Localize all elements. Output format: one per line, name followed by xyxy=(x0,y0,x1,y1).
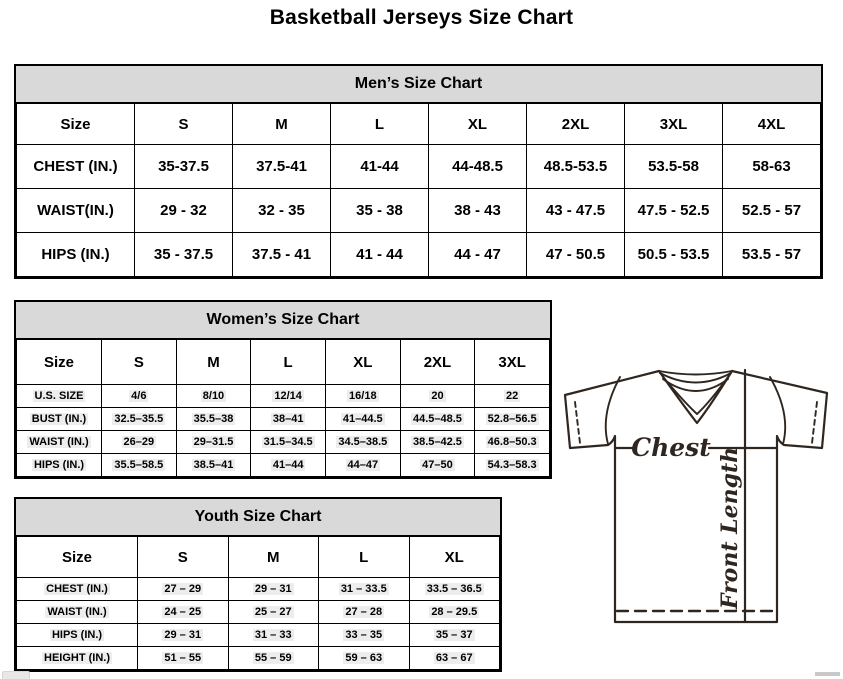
size-value-cell: 35 – 37 xyxy=(409,624,500,647)
size-value-cell: 38–41 xyxy=(251,408,326,431)
column-header: Size xyxy=(17,340,102,385)
size-value-cell: 29 – 31 xyxy=(138,624,229,647)
size-value-cell: 44–47 xyxy=(325,454,400,477)
size-value-cell: 25 – 27 xyxy=(228,601,319,624)
size-value-cell: 8/10 xyxy=(176,385,251,408)
size-value-cell: 52.5 - 57 xyxy=(723,189,821,233)
row-label-cell: HEIGHT (IN.) xyxy=(17,647,138,670)
column-header: XL xyxy=(429,104,527,145)
mens-size-chart-title: Men’s Size Chart xyxy=(16,66,821,103)
size-value-cell: 26–29 xyxy=(102,431,177,454)
column-header-row xyxy=(17,104,821,145)
womens-size-chart xyxy=(14,300,552,479)
column-header: M xyxy=(233,104,331,145)
size-value-cell: 44.5–48.5 xyxy=(400,408,475,431)
column-header: S xyxy=(138,537,229,578)
jersey-collar-opening xyxy=(659,371,732,375)
column-header: 3XL xyxy=(625,104,723,145)
jersey-right-cuff-dashes xyxy=(812,402,817,443)
size-value-cell: 4/6 xyxy=(102,385,177,408)
row-label-cell: CHEST (IN.) xyxy=(17,578,138,601)
size-value-cell: 22 xyxy=(475,385,550,408)
size-value-cell: 54.3–58.3 xyxy=(475,454,550,477)
table-row xyxy=(17,454,550,477)
size-value-cell: 50.5 - 53.5 xyxy=(625,233,723,277)
size-value-cell: 12/14 xyxy=(251,385,326,408)
size-value-cell: 34.5–38.5 xyxy=(325,431,400,454)
size-value-cell: 41–44.5 xyxy=(325,408,400,431)
table-row xyxy=(17,601,500,624)
column-header: XL xyxy=(409,537,500,578)
size-value-cell: 52.8–56.5 xyxy=(475,408,550,431)
jersey-left-armhole-seam xyxy=(606,377,620,444)
youth-size-chart-title: Youth Size Chart xyxy=(16,499,500,536)
row-label-cell: BUST (IN.) xyxy=(17,408,102,431)
table-row xyxy=(17,189,821,233)
table-row xyxy=(17,624,500,647)
mens-size-table xyxy=(16,103,821,277)
size-value-cell: 44 - 47 xyxy=(429,233,527,277)
jersey-vneck-outer xyxy=(659,371,732,423)
size-value-cell: 37.5-41 xyxy=(233,145,331,189)
youth-size-table xyxy=(16,536,500,670)
size-value-cell: 41 - 44 xyxy=(331,233,429,277)
size-value-cell: 16/18 xyxy=(325,385,400,408)
column-header: L xyxy=(319,537,410,578)
size-value-cell: 35 - 37.5 xyxy=(135,233,233,277)
size-value-cell: 28 – 29.5 xyxy=(409,601,500,624)
size-value-cell: 35.5–58.5 xyxy=(102,454,177,477)
column-header: L xyxy=(251,340,326,385)
size-value-cell: 20 xyxy=(400,385,475,408)
size-value-cell: 41-44 xyxy=(331,145,429,189)
table-row xyxy=(17,145,821,189)
size-value-cell: 33.5 – 36.5 xyxy=(409,578,500,601)
size-value-cell: 37.5 - 41 xyxy=(233,233,331,277)
table-row xyxy=(17,647,500,670)
youth-size-chart xyxy=(14,497,502,672)
size-value-cell: 43 - 47.5 xyxy=(527,189,625,233)
row-label-cell: U.S. SIZE xyxy=(17,385,102,408)
column-header: L xyxy=(331,104,429,145)
size-value-cell: 47 - 50.5 xyxy=(527,233,625,277)
column-header: M xyxy=(228,537,319,578)
ui-artifact-bottom-left xyxy=(2,671,30,679)
womens-size-table xyxy=(16,339,550,477)
mens-size-chart xyxy=(14,64,823,279)
row-label-cell: WAIST(IN.) xyxy=(17,189,135,233)
column-header: S xyxy=(102,340,177,385)
size-value-cell: 24 – 25 xyxy=(138,601,229,624)
size-value-cell: 63 – 67 xyxy=(409,647,500,670)
size-value-cell: 32 - 35 xyxy=(233,189,331,233)
jersey-measurement-diagram xyxy=(556,358,836,626)
ui-artifact-bottom-right xyxy=(815,672,840,676)
size-value-cell: 29 – 31 xyxy=(228,578,319,601)
size-value-cell: 53.5 - 57 xyxy=(723,233,821,277)
front-length-label: Front Length xyxy=(717,446,743,610)
column-header: 2XL xyxy=(527,104,625,145)
row-label-cell: WAIST (IN.) xyxy=(17,601,138,624)
row-label-cell: WAIST (IN.) xyxy=(17,431,102,454)
size-value-cell: 44-48.5 xyxy=(429,145,527,189)
column-header: Size xyxy=(17,104,135,145)
chest-label: Chest xyxy=(631,433,711,462)
column-header-row xyxy=(17,340,550,385)
size-value-cell: 29 - 32 xyxy=(135,189,233,233)
size-value-cell: 46.8–50.3 xyxy=(475,431,550,454)
size-value-cell: 29–31.5 xyxy=(176,431,251,454)
column-header: 3XL xyxy=(475,340,550,385)
size-value-cell: 55 – 59 xyxy=(228,647,319,670)
table-row xyxy=(17,233,821,277)
page-title: Basketball Jerseys Size Chart xyxy=(269,6,574,29)
row-label-cell: HIPS (IN.) xyxy=(17,454,102,477)
size-value-cell: 35.5–38 xyxy=(176,408,251,431)
size-value-cell: 35 - 38 xyxy=(331,189,429,233)
column-header-row xyxy=(17,537,500,578)
row-label-cell: HIPS (IN.) xyxy=(17,233,135,277)
size-value-cell: 38.5–41 xyxy=(176,454,251,477)
column-header: XL xyxy=(325,340,400,385)
size-value-cell: 33 – 35 xyxy=(319,624,410,647)
column-header: 4XL xyxy=(723,104,821,145)
size-value-cell: 27 – 29 xyxy=(138,578,229,601)
size-value-cell: 51 – 55 xyxy=(138,647,229,670)
size-value-cell: 41–44 xyxy=(251,454,326,477)
size-value-cell: 47–50 xyxy=(400,454,475,477)
size-value-cell: 59 – 63 xyxy=(319,647,410,670)
size-value-cell: 32.5–35.5 xyxy=(102,408,177,431)
table-row xyxy=(17,578,500,601)
row-label-cell: HIPS (IN.) xyxy=(17,624,138,647)
jersey-right-armhole-seam xyxy=(770,377,785,444)
table-row xyxy=(17,408,550,431)
size-value-cell: 35-37.5 xyxy=(135,145,233,189)
column-header: M xyxy=(176,340,251,385)
column-header: S xyxy=(135,104,233,145)
womens-size-chart-title: Women’s Size Chart xyxy=(16,302,550,339)
size-value-cell: 31 – 33 xyxy=(228,624,319,647)
column-header: 2XL xyxy=(400,340,475,385)
size-value-cell: 48.5-53.5 xyxy=(527,145,625,189)
jersey-outline xyxy=(565,371,827,622)
table-row xyxy=(17,385,550,408)
row-label-cell: CHEST (IN.) xyxy=(17,145,135,189)
size-value-cell: 31.5–34.5 xyxy=(251,431,326,454)
size-value-cell: 53.5-58 xyxy=(625,145,723,189)
size-value-cell: 58-63 xyxy=(723,145,821,189)
size-value-cell: 38.5–42.5 xyxy=(400,431,475,454)
size-value-cell: 31 – 33.5 xyxy=(319,578,410,601)
size-value-cell: 38 - 43 xyxy=(429,189,527,233)
size-value-cell: 27 – 28 xyxy=(319,601,410,624)
table-row xyxy=(17,431,550,454)
jersey-left-cuff-dashes xyxy=(575,402,580,443)
column-header: Size xyxy=(17,537,138,578)
size-value-cell: 47.5 - 52.5 xyxy=(625,189,723,233)
